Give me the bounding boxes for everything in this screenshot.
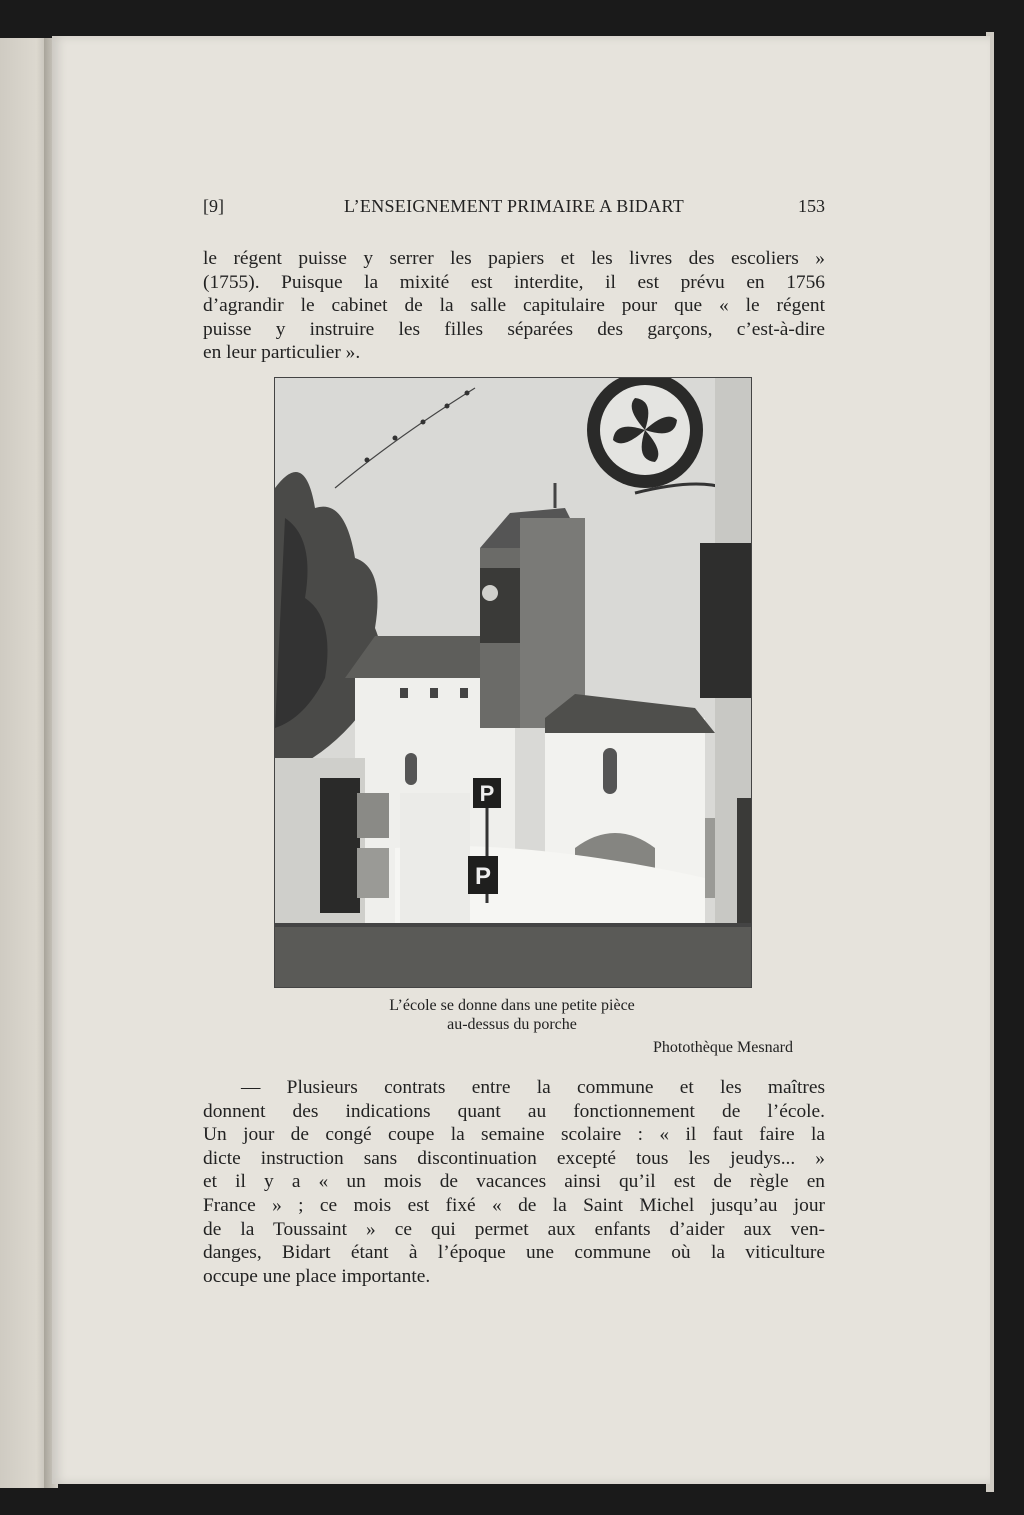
section-reference: [9] [203, 196, 224, 216]
text-line: en leur particulier ». [203, 342, 361, 364]
text-line: donnent des indications quant au fonctionnement de l’école. [203, 1100, 825, 1122]
text-line: le régent puisse y serrer les papiers et les livres des escoliers » [203, 248, 825, 269]
paragraph-contracts [203, 1076, 825, 1288]
figure-caption-line-1: L’école se donne dans une petite pièce [389, 997, 635, 1014]
text-line: danges, Bidart étant à l’époque une commune où la viticulture [203, 1242, 825, 1264]
text-line: occupe une place importante. [203, 1265, 431, 1287]
text-line: de la Toussaint » ce qui permet aux enfants d’aider aux ven- [203, 1218, 825, 1240]
paragraph-intro [203, 247, 825, 365]
text-line: puisse y instruire les filles séparées des garçons, c’est-à-dire [203, 318, 825, 340]
text-line: dicte instruction sans discontinuation excepté tous les jeudys... » [203, 1147, 825, 1169]
parking-sign-upper: P [479, 781, 495, 806]
running-header [203, 196, 825, 220]
text-line: d’agrandir le cabinet de la salle capitulaire pour que « le régent [203, 295, 825, 317]
page-number: 153 [798, 196, 825, 216]
text-line: France » ; ce mois est fixé « de la Saint Michel jusqu’au jour [203, 1194, 825, 1216]
text-line: (1755). Puisque la mixité est interdite, il est prévu en 1756 [203, 271, 825, 293]
parking-sign-lower: P [474, 863, 492, 890]
text-line: et il y a « un mois de vacances ainsi qu’il est de règle en [203, 1171, 825, 1193]
running-title: L’ENSEIGNEMENT PRIMAIRE A BIDART [343, 196, 685, 216]
text-line: — Plusieurs contrats entre la commune et les maîtres [241, 1077, 825, 1098]
church-photograph [274, 377, 752, 988]
text-line: Un jour de congé coupe la semaine scolaire : « il faut faire la [203, 1124, 825, 1146]
photo-credit: Photothèque Mesnard [653, 1039, 793, 1056]
figure-caption-line-2: au-dessus du porche [447, 1016, 577, 1033]
